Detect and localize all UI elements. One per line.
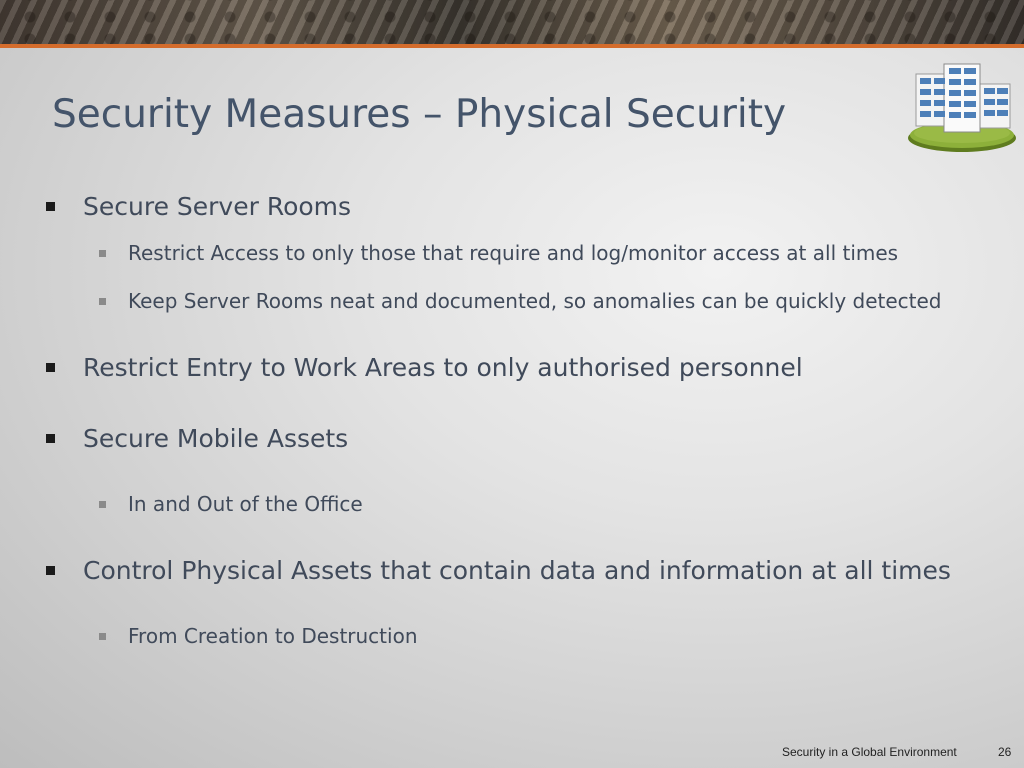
office-building-icon: [904, 62, 1024, 157]
sub-bullet-text: Keep Server Rooms neat and documented, so anomalies can be quickly detected: [128, 289, 942, 313]
bullet-item: [46, 420, 1006, 458]
bullet-text: Control Physical Assets that contain data and information at all times: [83, 556, 951, 585]
bullet-item: [46, 349, 1006, 387]
page-number: 26: [998, 745, 1012, 759]
footer-title: Security in a Global Environment: [782, 745, 957, 759]
bullet-item: [46, 552, 1006, 590]
sub-bullet-item: [46, 238, 1006, 268]
sub-bullet-text: From Creation to Destruction: [128, 624, 418, 648]
slide-title: Security Measures – Physical Security: [52, 92, 787, 137]
square-bullet-icon: [46, 566, 55, 575]
header-banner: [0, 0, 1024, 44]
bullet-text: Secure Mobile Assets: [83, 424, 349, 453]
sub-bullet-item: [46, 286, 1006, 316]
square-bullet-icon: [99, 298, 106, 305]
square-bullet-icon: [46, 363, 55, 372]
square-bullet-icon: [99, 633, 106, 640]
square-bullet-icon: [46, 202, 55, 211]
square-bullet-icon: [99, 250, 106, 257]
bullet-text: Restrict Entry to Work Areas to only authorised personnel: [83, 353, 803, 382]
bullet-item: [46, 188, 1006, 226]
bullet-list: [46, 188, 1006, 651]
sub-bullet-text: Restrict Access to only those that require and log/monitor access at all times: [128, 241, 899, 265]
square-bullet-icon: [99, 501, 106, 508]
banner-accent-line: [0, 44, 1024, 48]
sub-bullet-item: [46, 621, 1006, 651]
bullet-text: Secure Server Rooms: [83, 192, 352, 221]
sub-bullet-text: In and Out of the Office: [128, 492, 363, 516]
sub-bullet-item: [46, 489, 1006, 519]
square-bullet-icon: [46, 434, 55, 443]
banner-texture: [0, 0, 1024, 44]
